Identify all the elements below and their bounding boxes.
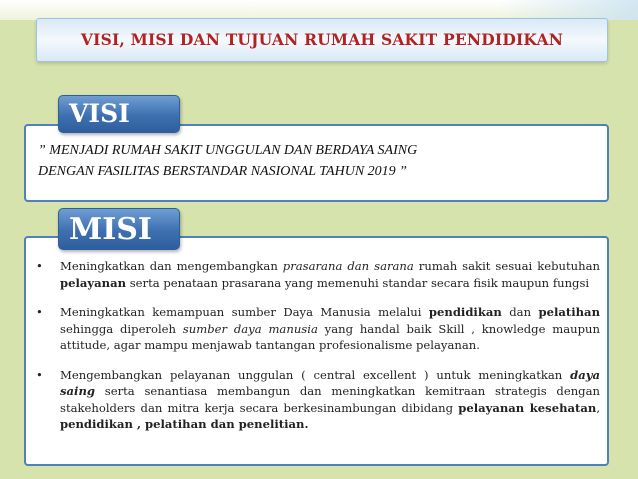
top-band [0, 0, 638, 20]
misi-text-segment: Meningkatkan kemampuan sumber Daya Manusia melalui [60, 305, 429, 319]
misi-text-segment: sumber daya manusia [182, 321, 318, 336]
misi-text-segment: rumah sakit sesuai kebutuhan [413, 259, 600, 273]
misi-text-segment: serta penataan prasarana yang memenuhi standar secara fisik maupun fungsi [126, 275, 590, 290]
misi-item [34, 258, 600, 291]
misi-text-segment: pendidikan , pelatihan dan penelitian. [60, 417, 309, 431]
misi-text-segment: Meningkatkan dan mengembangkan [60, 259, 283, 273]
misi-text-segment: pelayanan [60, 275, 127, 290]
visi-line-2: DENGAN FASILITAS BERSTANDAR NASIONAL TAHUN 2019 ” [38, 164, 407, 179]
bullet-icon: • [36, 367, 43, 382]
visi-tab: VISI [58, 95, 180, 133]
misi-text-segment: yang handal baik Skill , knowledge maupun attitude, agar mampu menjawab tantangan profesionalisme pelayanan. [60, 321, 600, 352]
misi-text-segment: serta senantiasa membangun dan meningkatkan kemitraan strategis dengan stakeholders dan mitra kerja secara berkesinambungan dibidang [60, 384, 600, 415]
title-banner [36, 18, 608, 62]
bullet-icon: • [36, 305, 43, 319]
visi-line-1: ” MENJADI RUMAH SAKIT UNGGULAN DAN BERDAYA SAING [38, 143, 418, 158]
misi-panel [24, 236, 609, 466]
misi-text-segment: dan [501, 305, 539, 319]
misi-text-segment: pelatihan [538, 305, 600, 319]
visi-statement [38, 140, 578, 182]
misi-text-segment: daya saing [60, 367, 600, 398]
misi-text-segment: Mengembangkan pelayanan unggulan ( central excellent ) untuk meningkatkan [60, 367, 571, 382]
misi-text-segment: , [596, 400, 601, 415]
misi-text-segment: pendidikan [428, 305, 502, 319]
bullet-icon: • [36, 259, 43, 273]
misi-text-segment: sehingga diperoleh [60, 321, 183, 336]
visi-panel [24, 124, 609, 202]
misi-item [34, 304, 600, 354]
misi-item [34, 367, 600, 433]
misi-text-segment: prasarana dan sarana [282, 259, 414, 273]
page-title: VISI, MISI DAN TUJUAN RUMAH SAKIT PENDIDIKAN [80, 30, 564, 49]
misi-list [34, 258, 600, 446]
misi-text-segment: pelayanan kesehatan [458, 400, 597, 415]
misi-tab: MISI [58, 208, 180, 250]
